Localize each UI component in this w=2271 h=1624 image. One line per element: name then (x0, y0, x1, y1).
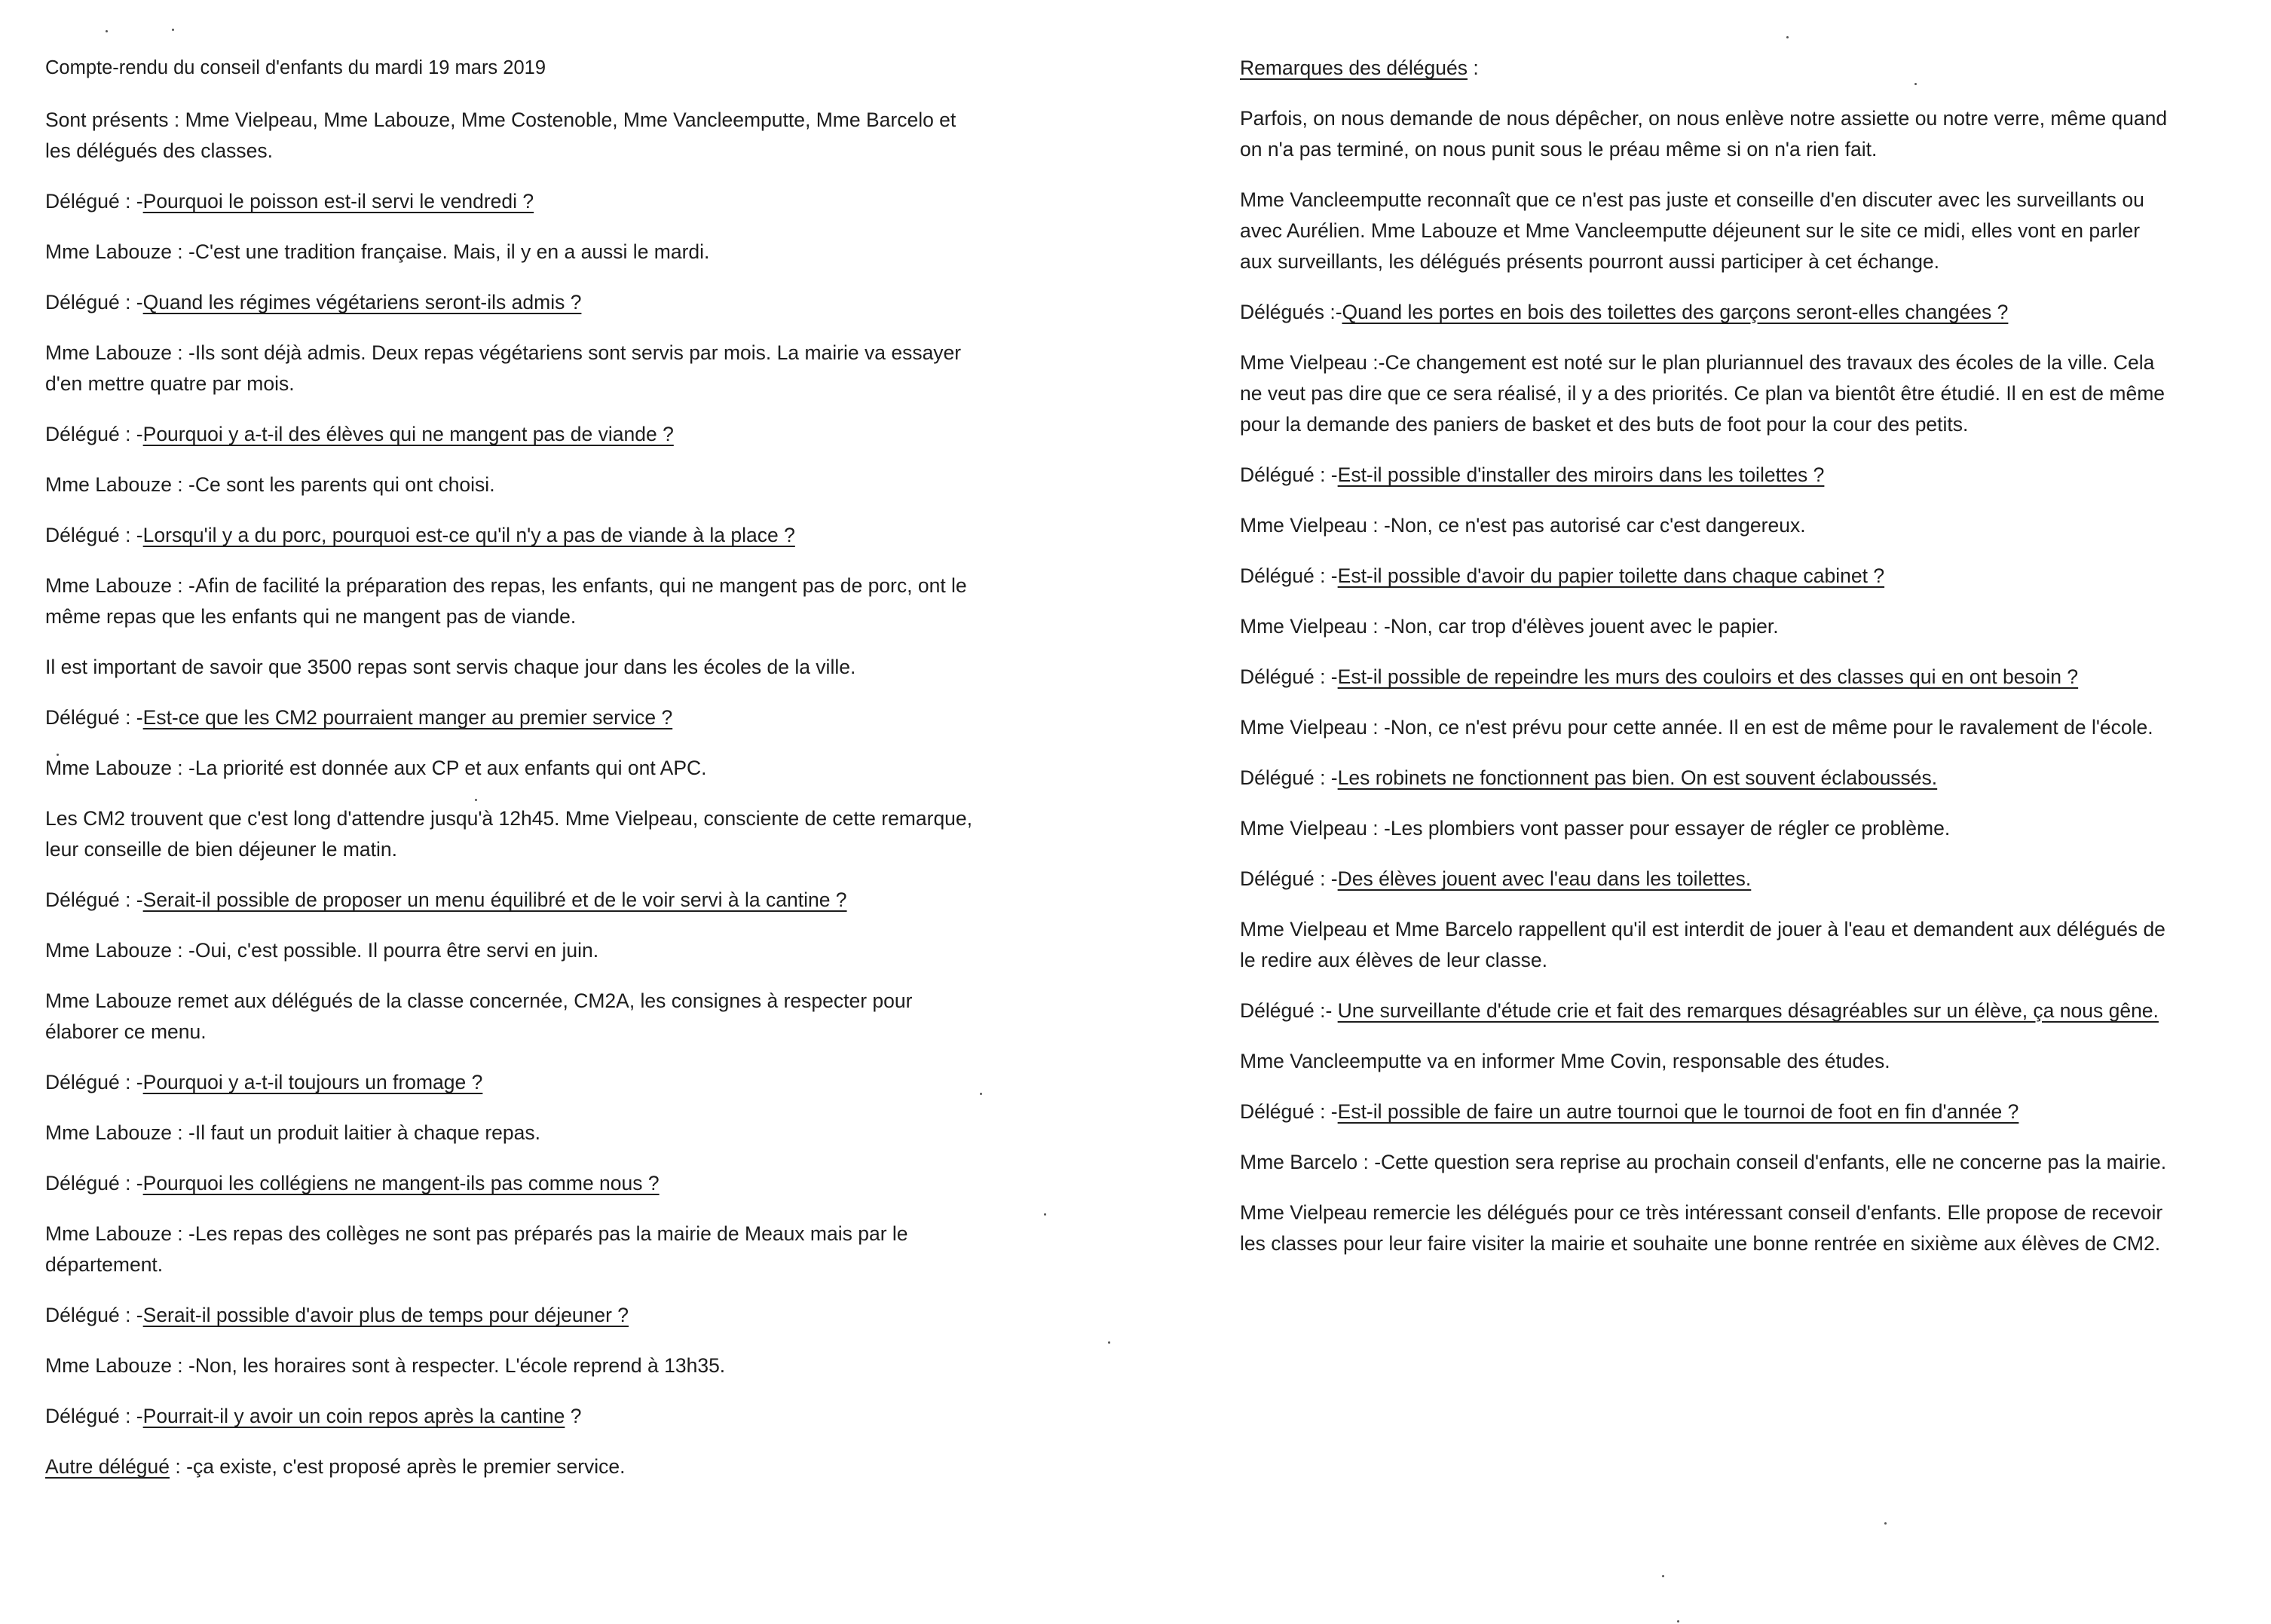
underlined-text: Pourquoi y a-t-il toujours un fromage ? (142, 1071, 483, 1093)
underlined-text: Les robinets ne fonctionnent pas bien. On est souvent éclaboussés. (1337, 766, 1938, 789)
paragraph-r5 (45, 753, 980, 784)
left-column-body (45, 105, 980, 1482)
text-segment: Mme Vielpeau remercie les délégués pour ce très intéressant conseil d'enfants. Elle propose de recevoir les classes pour leur faire visiter la mairie et souhaite une bonne rentrée en sixième aux élèves de CM2. (1240, 1201, 2163, 1255)
text-segment: Délégué : - (45, 888, 143, 911)
text-segment: Délégué : - (1240, 1100, 1338, 1123)
text-segment: Délégué :- (1240, 999, 1338, 1022)
paragraph-r9 (45, 1350, 980, 1381)
paragraph-r4 (45, 570, 980, 632)
document-title: Compte-rendu du conseil d'enfants du mardi 19 mars 2019 (45, 57, 546, 78)
paragraph-q13 (1240, 561, 2175, 592)
text-segment: ? (565, 1405, 582, 1427)
underlined-text: Est-ce que les CM2 pourraient manger au premier service ? (142, 706, 673, 729)
underlined-text: Est-il possible d'installer des miroirs dans les toilettes ? (1337, 463, 1825, 486)
text-segment: Mme Vancleemputte reconnaît que ce n'est pas juste et conseille d'en discuter avec les surveillants ou avec Aurélien. Mme Labouze et Mme Vancleemputte déjeunent sur le site ce midi, elles vont en parler aux surveillants, les délégués présents pourront aussi participer à cet échange. (1240, 188, 2144, 273)
paragraph-q1 (45, 186, 980, 217)
text-segment: Délégué : - (45, 524, 143, 546)
scan-speck (980, 1093, 982, 1095)
underlined-text: Serait-il possible d'avoir plus de temps pour déjeuner ? (142, 1304, 629, 1326)
paragraph-q11 (1240, 297, 2175, 328)
paragraph-r11 (1240, 347, 2175, 440)
scan-speck (1108, 1341, 1110, 1344)
paragraph-final (1240, 1197, 2175, 1259)
paragraph-info3 (45, 986, 980, 1047)
left-column (45, 53, 980, 1502)
paragraph-q5 (45, 702, 980, 733)
paragraph-q7 (45, 1067, 980, 1098)
text-segment: Mme Vielpeau : -Non, car trop d'élèves jouent avec le papier. (1240, 615, 1779, 638)
paragraph-q4 (45, 520, 980, 551)
scan-speck (1044, 1213, 1046, 1216)
text-segment: Délégué : - (1240, 564, 1338, 587)
paragraph-info1 (45, 652, 980, 683)
scan-speck (1677, 1620, 1679, 1622)
scan-speck (1884, 1522, 1887, 1525)
paragraph-q10 (45, 1401, 980, 1432)
paragraph-r2 (45, 338, 980, 399)
text-segment: Mme Vielpeau :-Ce changement est noté sur le plan pluriannuel des travaux des écoles de la ville. Cela ne veut pas dire que ce sera réalisé, il y a des priorités. Ce plan va bientôt être étudié. Il en est de même pour la demande des paniers de basket et des buts de foot pour la cour des petits. (1240, 351, 2165, 436)
paragraph-q8 (45, 1168, 980, 1199)
paragraph-r12 (1240, 510, 2175, 541)
paragraph-q3 (45, 419, 980, 450)
paragraph-q15 (1240, 763, 2175, 794)
scan-speck (57, 754, 59, 756)
paragraph-r17 (1240, 1046, 2175, 1077)
paragraph-q18 (1240, 1096, 2175, 1127)
underlined-text: Quand les portes en bois des toilettes des garçons seront-elles changées ? (1342, 301, 2009, 323)
paragraph-q17 (1240, 996, 2175, 1026)
text-segment: Mme Labouze : -Afin de facilité la préparation des repas, les enfants, qui ne mangent pas de porc, ont le même repas que les enfants qui ne mangent pas de viande. (45, 574, 967, 628)
underlined-text: Remarques des délégués (1240, 57, 1468, 79)
scan-speck (172, 29, 174, 31)
underlined-text: Pourquoi les collégiens ne mangent-ils pas comme nous ? (142, 1172, 660, 1194)
text-segment: Les CM2 trouvent que c'est long d'attendre jusqu'à 12h45. Mme Vielpeau, consciente de cette remarque, leur conseille de bien déjeuner le matin. (45, 807, 973, 861)
paragraph-r1 (45, 237, 980, 268)
paragraph-q14 (1240, 662, 2175, 693)
paragraph-q12 (1240, 460, 2175, 491)
text-segment: Mme Vielpeau : -Non, ce n'est prévu pour cette année. Il en est de même pour le ravalement de l'école. (1240, 716, 2153, 739)
underlined-text: Des élèves jouent avec l'eau dans les toilettes. (1337, 867, 1752, 890)
text-segment: Délégué : - (45, 190, 143, 213)
text-segment: Délégué : - (45, 1172, 143, 1194)
text-segment: Délégué : - (1240, 463, 1338, 486)
text-segment: Mme Barcelo : -Cette question sera reprise au prochain conseil d'enfants, elle ne concerne pas la mairie. (1240, 1151, 2167, 1173)
paragraph-r13 (1240, 611, 2175, 642)
scan-speck (475, 799, 477, 801)
text-segment: Délégué : - (1240, 665, 1338, 688)
scan-speck (1662, 1575, 1664, 1577)
scan-speck (1786, 36, 1789, 38)
text-segment: Délégué : - (1240, 766, 1338, 789)
paragraph-info2 (45, 803, 980, 865)
text-segment: Délégué : - (45, 706, 143, 729)
underlined-text: Est-il possible de repeindre les murs des couloirs et des classes qui en ont besoin ? (1337, 665, 2079, 688)
text-segment: Parfois, on nous demande de nous dépêcher, on nous enlève notre assiette ou notre verre, même quand on n'a pas terminé, on nous punit sous le préau même si on n'a rien fait. (1240, 107, 2168, 161)
paragraph-q2 (45, 287, 980, 318)
text-segment: Mme Labouze : -La priorité est donnée aux CP et aux enfants qui ont APC. (45, 757, 707, 779)
text-segment: Sont présents : Mme Vielpeau, Mme Labouze, Mme Costenoble, Mme Vancleemputte, Mme Barcelo et les délégués des classes. (45, 109, 956, 162)
paragraph-r15 (1240, 813, 2175, 844)
underlined-text: Lorsqu'il y a du porc, pourquoi est-ce qu'il n'y a pas de viande à la place ? (142, 524, 795, 546)
text-segment: Mme Labouze : -Il faut un produit laitier à chaque repas. (45, 1121, 540, 1144)
paragraph-presents (45, 105, 980, 167)
underlined-text: Serait-il possible de proposer un menu équilibré et de le voir servi à la cantine ? (142, 888, 847, 911)
paragraph-q6 (45, 885, 980, 916)
text-segment: Il est important de savoir que 3500 repas sont servis chaque jour dans les écoles de la ville. (45, 656, 856, 678)
scan-speck (106, 30, 108, 32)
paragraph-r14 (1240, 712, 2175, 743)
paragraph-q9 (45, 1300, 980, 1331)
underlined-text: Est-il possible de faire un autre tournoi que le tournoi de foot en fin d'année ? (1337, 1100, 2019, 1123)
underlined-text: Une surveillante d'étude crie et fait des remarques désagréables sur un élève, ça nous gêne. (1337, 999, 2159, 1022)
paragraph-r6 (45, 935, 980, 966)
text-segment: Mme Labouze remet aux délégués de la classe concernée, CM2A, les consignes à respecter pour élaborer ce menu. (45, 989, 913, 1043)
text-segment: Mme Vancleemputte va en informer Mme Covin, responsable des études. (1240, 1050, 1890, 1072)
paragraph-r10 (45, 1451, 980, 1482)
text-segment: : (1468, 57, 1479, 79)
paragraph-r8 (45, 1219, 980, 1280)
text-segment: Délégué : - (45, 1405, 143, 1427)
text-segment: Mme Labouze : -Ce sont les parents qui ont choisi. (45, 473, 495, 496)
underlined-text: Autre délégué (45, 1455, 170, 1478)
paragraph-r7 (45, 1118, 980, 1148)
paragraph-r18 (1240, 1147, 2175, 1178)
underlined-text: Pourquoi y a-t-il des élèves qui ne mangent pas de viande ? (142, 423, 674, 445)
text-segment: Mme Vielpeau : -Non, ce n'est pas autorisé car c'est dangereux. (1240, 514, 1806, 537)
paragraph-q16 (1240, 864, 2175, 895)
underlined-text: Est-il possible d'avoir du papier toilette dans chaque cabinet ? (1337, 564, 1885, 587)
text-segment: : -ça existe, c'est proposé après le premier service. (170, 1455, 626, 1478)
scan-speck (1914, 83, 1917, 85)
text-segment: Mme Vielpeau et Mme Barcelo rappellent qu'il est interdit de jouer à l'eau et demandent aux délégués de le redire aux élèves de leur classe. (1240, 918, 2165, 971)
underlined-text: Quand les régimes végétariens seront-ils admis ? (142, 291, 582, 313)
underlined-text: Pourrait-il y avoir un coin repos après la cantine (142, 1405, 565, 1427)
text-segment: Mme Vielpeau : -Les plombiers vont passer pour essayer de régler ce problème. (1240, 817, 1951, 840)
right-column-body (1240, 53, 2175, 1259)
text-segment: Délégué : - (45, 1071, 143, 1093)
paragraph-rem1 (1240, 103, 2175, 165)
paragraph-rem2 (1240, 185, 2175, 277)
text-segment: Délégué : - (45, 1304, 143, 1326)
underlined-text: Pourquoi le poisson est-il servi le vendredi ? (142, 190, 534, 213)
text-segment: Mme Labouze : -C'est une tradition française. Mais, il y en a aussi le mardi. (45, 240, 710, 263)
paragraph-r3 (45, 469, 980, 500)
text-segment: Délégué : - (45, 291, 143, 313)
text-segment: Mme Labouze : -Oui, c'est possible. Il pourra être servi en juin. (45, 939, 599, 962)
text-segment: Délégué : - (45, 423, 143, 445)
text-segment: Délégué : - (1240, 867, 1338, 890)
text-segment: Mme Labouze : -Non, les horaires sont à respecter. L'école reprend à 13h35. (45, 1354, 726, 1377)
paragraph-r16 (1240, 914, 2175, 976)
text-segment: Délégués :- (1240, 301, 1342, 323)
right-column (1240, 53, 2175, 1279)
paragraph-remarques (1240, 53, 2175, 84)
text-segment: Mme Labouze : -Les repas des collèges ne sont pas préparés pas la mairie de Meaux mais par le département. (45, 1222, 908, 1276)
text-segment: Mme Labouze : -Ils sont déjà admis. Deux repas végétariens sont servis par mois. La mairie va essayer d'en mettre quatre par mois. (45, 341, 962, 395)
